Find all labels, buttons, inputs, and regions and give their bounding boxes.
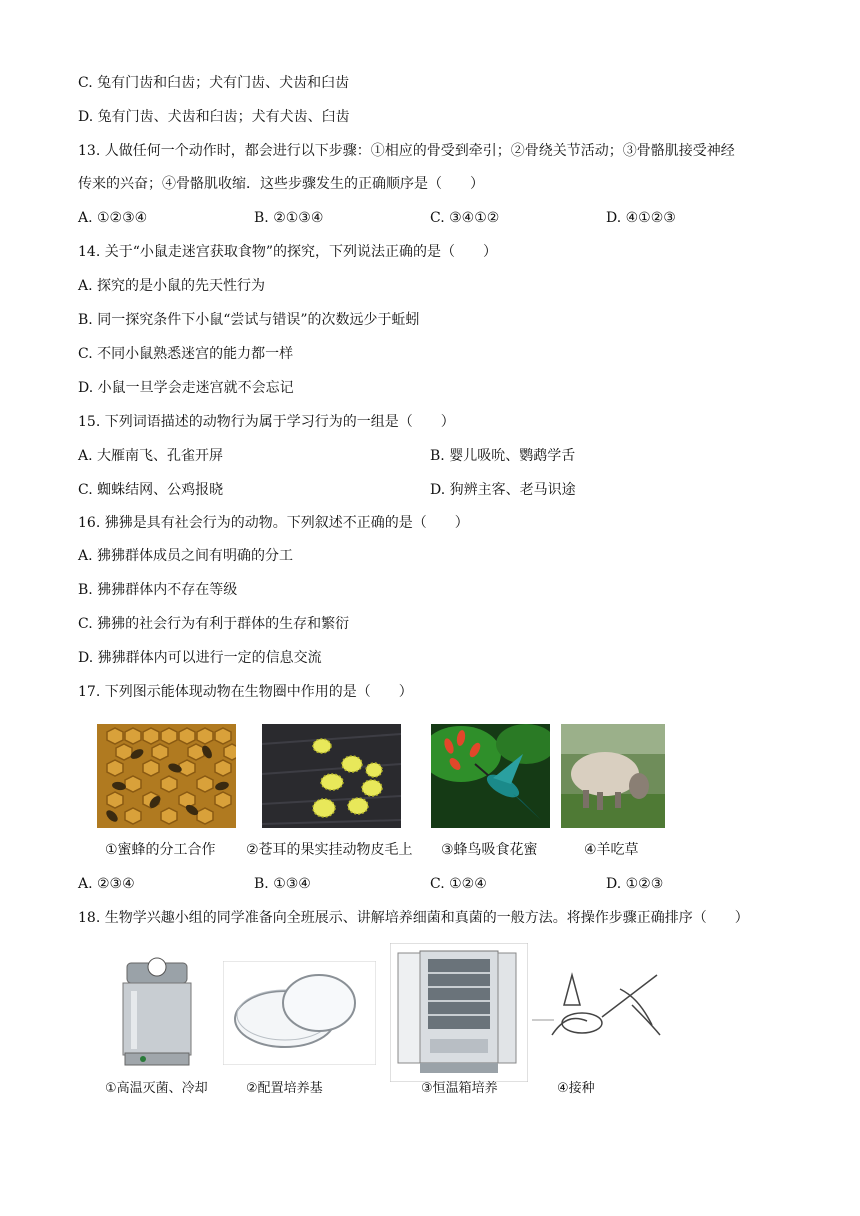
q14-stem: 14. 关于“小鼠走迷宫获取食物”的探究，下列说法正确的是（ ）: [78, 244, 498, 260]
q12-option-d: D. 兔有门齿、犬齿和臼齿；犬有犬齿、臼齿: [78, 109, 350, 125]
q14-option-c: C. 不同小鼠熟悉迷宫的能力都一样: [78, 346, 294, 362]
q18-caption-4: ④接种: [557, 1081, 595, 1096]
q14-option-a: A. 探究的是小鼠的先天性行为: [78, 278, 266, 294]
sheep-image: [561, 724, 665, 828]
q13-option-c: C. ③④①②: [430, 210, 500, 226]
cocklebur-on-fur-image: [262, 724, 401, 828]
q16-option-a: A. 狒狒群体成员之间有明确的分工: [78, 548, 294, 564]
q13-stem-line1: 13. 人做任何一个动作时，都会进行以下步骤：①相应的骨受到牵引；②骨绕关节活动；③骨骼肌接受神经: [78, 143, 735, 159]
q16-stem: 16. 狒狒是具有社会行为的动物。下列叙述不正确的是（ ）: [78, 515, 469, 531]
q12-option-c: C. 兔有门齿和臼齿；犬有门齿、犬齿和臼齿: [78, 75, 350, 91]
q18-stem: 18. 生物学兴趣小组的同学准备向全班展示、讲解培养细菌和真菌的一般方法。将操作步骤正确排序（ ）: [78, 910, 749, 926]
q16-option-c: C. 狒狒的社会行为有利于群体的生存和繁衍: [78, 616, 350, 632]
q17-stem: 17. 下列图示能体现动物在生物圈中作用的是（ ）: [78, 684, 413, 700]
q13-stem-line2: 传来的兴奋；④骨骼肌收缩．这些步骤发生的正确顺序是（ ）: [78, 176, 484, 192]
q17-option-a: A. ②③④: [78, 876, 135, 892]
q15-option-d: D. 狗辨主客、老马识途: [430, 482, 576, 498]
q18-caption-2: ②配置培养基: [246, 1081, 323, 1096]
q16-option-b: B. 狒狒群体内不存在等级: [78, 582, 238, 598]
q17-option-c: C. ①②④: [430, 876, 487, 892]
q15-option-a: A. 大雁南飞、孔雀开屏: [78, 448, 224, 464]
q18-caption-3: ③恒温箱培养: [421, 1081, 498, 1096]
q17-caption-3: ③蜂鸟吸食花蜜: [441, 842, 538, 858]
q15-option-b: B. 婴儿吸吮、鹦鹉学舌: [430, 448, 576, 464]
q18-caption-1: ①高温灭菌、冷却: [105, 1081, 208, 1096]
q13-option-b: B. ②①③④: [254, 210, 324, 226]
incubator-image: [390, 943, 528, 1082]
q17-caption-2: ②苍耳的果实挂动物皮毛上: [246, 842, 413, 858]
q17-caption-1: ①蜜蜂的分工合作: [105, 842, 216, 858]
q17-caption-4: ④羊吃草: [584, 842, 639, 858]
q16-option-d: D. 狒狒群体内可以进行一定的信息交流: [78, 650, 322, 666]
q17-option-d: D. ①②③: [606, 876, 664, 892]
q13-option-d: D. ④①②③: [606, 210, 676, 226]
q17-option-b: B. ①③④: [254, 876, 311, 892]
q14-option-d: D. 小鼠一旦学会走迷宫就不会忘记: [78, 380, 294, 396]
q14-option-b: B. 同一探究条件下小鼠“尝试与错误”的次数远少于蚯蚓: [78, 312, 420, 328]
petri-dish-image: [223, 961, 376, 1065]
autoclave-image: [107, 955, 212, 1073]
q13-option-a: A. ①②③④: [78, 210, 148, 226]
inoculation-sketch-image: [532, 965, 672, 1053]
q15-option-c: C. 蜘蛛结网、公鸡报晓: [78, 482, 224, 498]
hummingbird-image: [431, 724, 550, 828]
q15-stem: 15. 下列词语描述的动物行为属于学习行为的一组是（ ）: [78, 414, 455, 430]
bees-honeycomb-image: [97, 724, 236, 828]
